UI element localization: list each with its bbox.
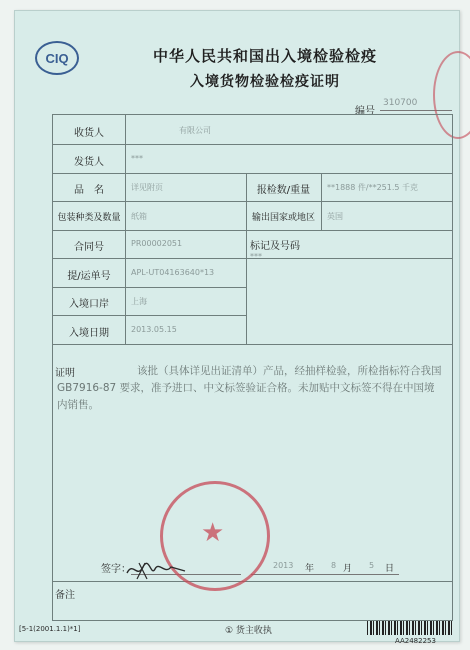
serial-label: 编号 bbox=[355, 106, 375, 117]
contract-number-label: 合同号 bbox=[74, 242, 104, 253]
consignor-label: 发货人 bbox=[74, 157, 104, 168]
date-day: 5 bbox=[369, 561, 375, 570]
marks-value: *** bbox=[250, 252, 262, 261]
document-title-line1: 中华人民共和国出入境检验检疫 bbox=[152, 47, 377, 65]
barcode-icon bbox=[367, 621, 453, 635]
row-divider bbox=[53, 230, 452, 231]
signature-label: 签字： bbox=[101, 564, 131, 575]
certificate-sheet bbox=[14, 10, 460, 645]
origin-country-value: 英国 bbox=[327, 212, 343, 221]
entry-port-value: 上海 bbox=[131, 297, 147, 306]
row-divider bbox=[53, 344, 452, 345]
document-title-line2: 入境货物检验检疫证明 bbox=[190, 74, 340, 90]
date-day-label: 日 bbox=[385, 564, 395, 574]
remark-label: 备注 bbox=[55, 590, 75, 601]
bill-of-lading-value: APL-UT04163640*13 bbox=[131, 268, 215, 277]
consignee-value: 有限公司 bbox=[179, 126, 211, 135]
quantity-weight-value: **1888 件/**251.5 千克 bbox=[327, 183, 419, 192]
row-divider bbox=[53, 201, 452, 202]
certificate-label: 证明 bbox=[55, 368, 75, 379]
goods-name-label: 品 名 bbox=[74, 185, 104, 196]
col-divider bbox=[321, 173, 322, 230]
date-year: 2013 bbox=[273, 561, 294, 570]
remark-divider bbox=[53, 581, 452, 582]
col-divider bbox=[246, 173, 247, 344]
ciq-logo-icon bbox=[35, 41, 79, 75]
logo-text: CIQ bbox=[45, 50, 69, 66]
marks-label: 标记及号码 bbox=[250, 241, 300, 252]
handwritten-signature-icon bbox=[125, 559, 187, 581]
serial-value: 310700 bbox=[383, 98, 418, 108]
contract-number-value: PR00002051 bbox=[131, 239, 183, 248]
row-divider bbox=[53, 287, 246, 288]
row-divider bbox=[53, 315, 246, 316]
col-divider bbox=[125, 115, 126, 344]
copy-label: ① 货主收执 bbox=[225, 626, 272, 636]
goods-name-value: 详见附页 bbox=[131, 183, 163, 192]
entry-date-value: 2013.05.15 bbox=[131, 325, 177, 334]
bill-of-lading-label: 提/运单号 bbox=[67, 271, 111, 282]
stamp-star-icon: ★ bbox=[201, 518, 225, 548]
date-year-label: 年 bbox=[305, 564, 315, 574]
row-divider bbox=[53, 173, 452, 174]
date-month-label: 月 bbox=[343, 564, 353, 574]
date-line bbox=[251, 574, 399, 575]
date-month: 8 bbox=[331, 561, 337, 570]
document-number: AA2482253 bbox=[395, 637, 436, 645]
entry-port-label: 入境口岸 bbox=[69, 299, 109, 310]
consignor-value: *** bbox=[131, 154, 143, 163]
packaging-label: 包装种类及数量 bbox=[57, 213, 121, 223]
origin-country-label: 输出国家或地区 bbox=[251, 213, 315, 223]
row-divider bbox=[53, 144, 452, 145]
form-code: [5-1(2001.1.1)*1] bbox=[19, 625, 81, 633]
entry-date-label: 入境日期 bbox=[69, 328, 109, 339]
consignee-label: 收货人 bbox=[74, 128, 104, 139]
quantity-weight-label: 报检数/重量 bbox=[256, 185, 311, 196]
packaging-value: 纸箱 bbox=[131, 212, 147, 221]
certificate-statement: 该批（具体详见出证清单）产品，经抽样检验，所检指标符合我国 GB7916-87 要求，准予进口、中文标签验证合格。未加贴中文标签不得在中国境内销售。 bbox=[57, 365, 442, 411]
